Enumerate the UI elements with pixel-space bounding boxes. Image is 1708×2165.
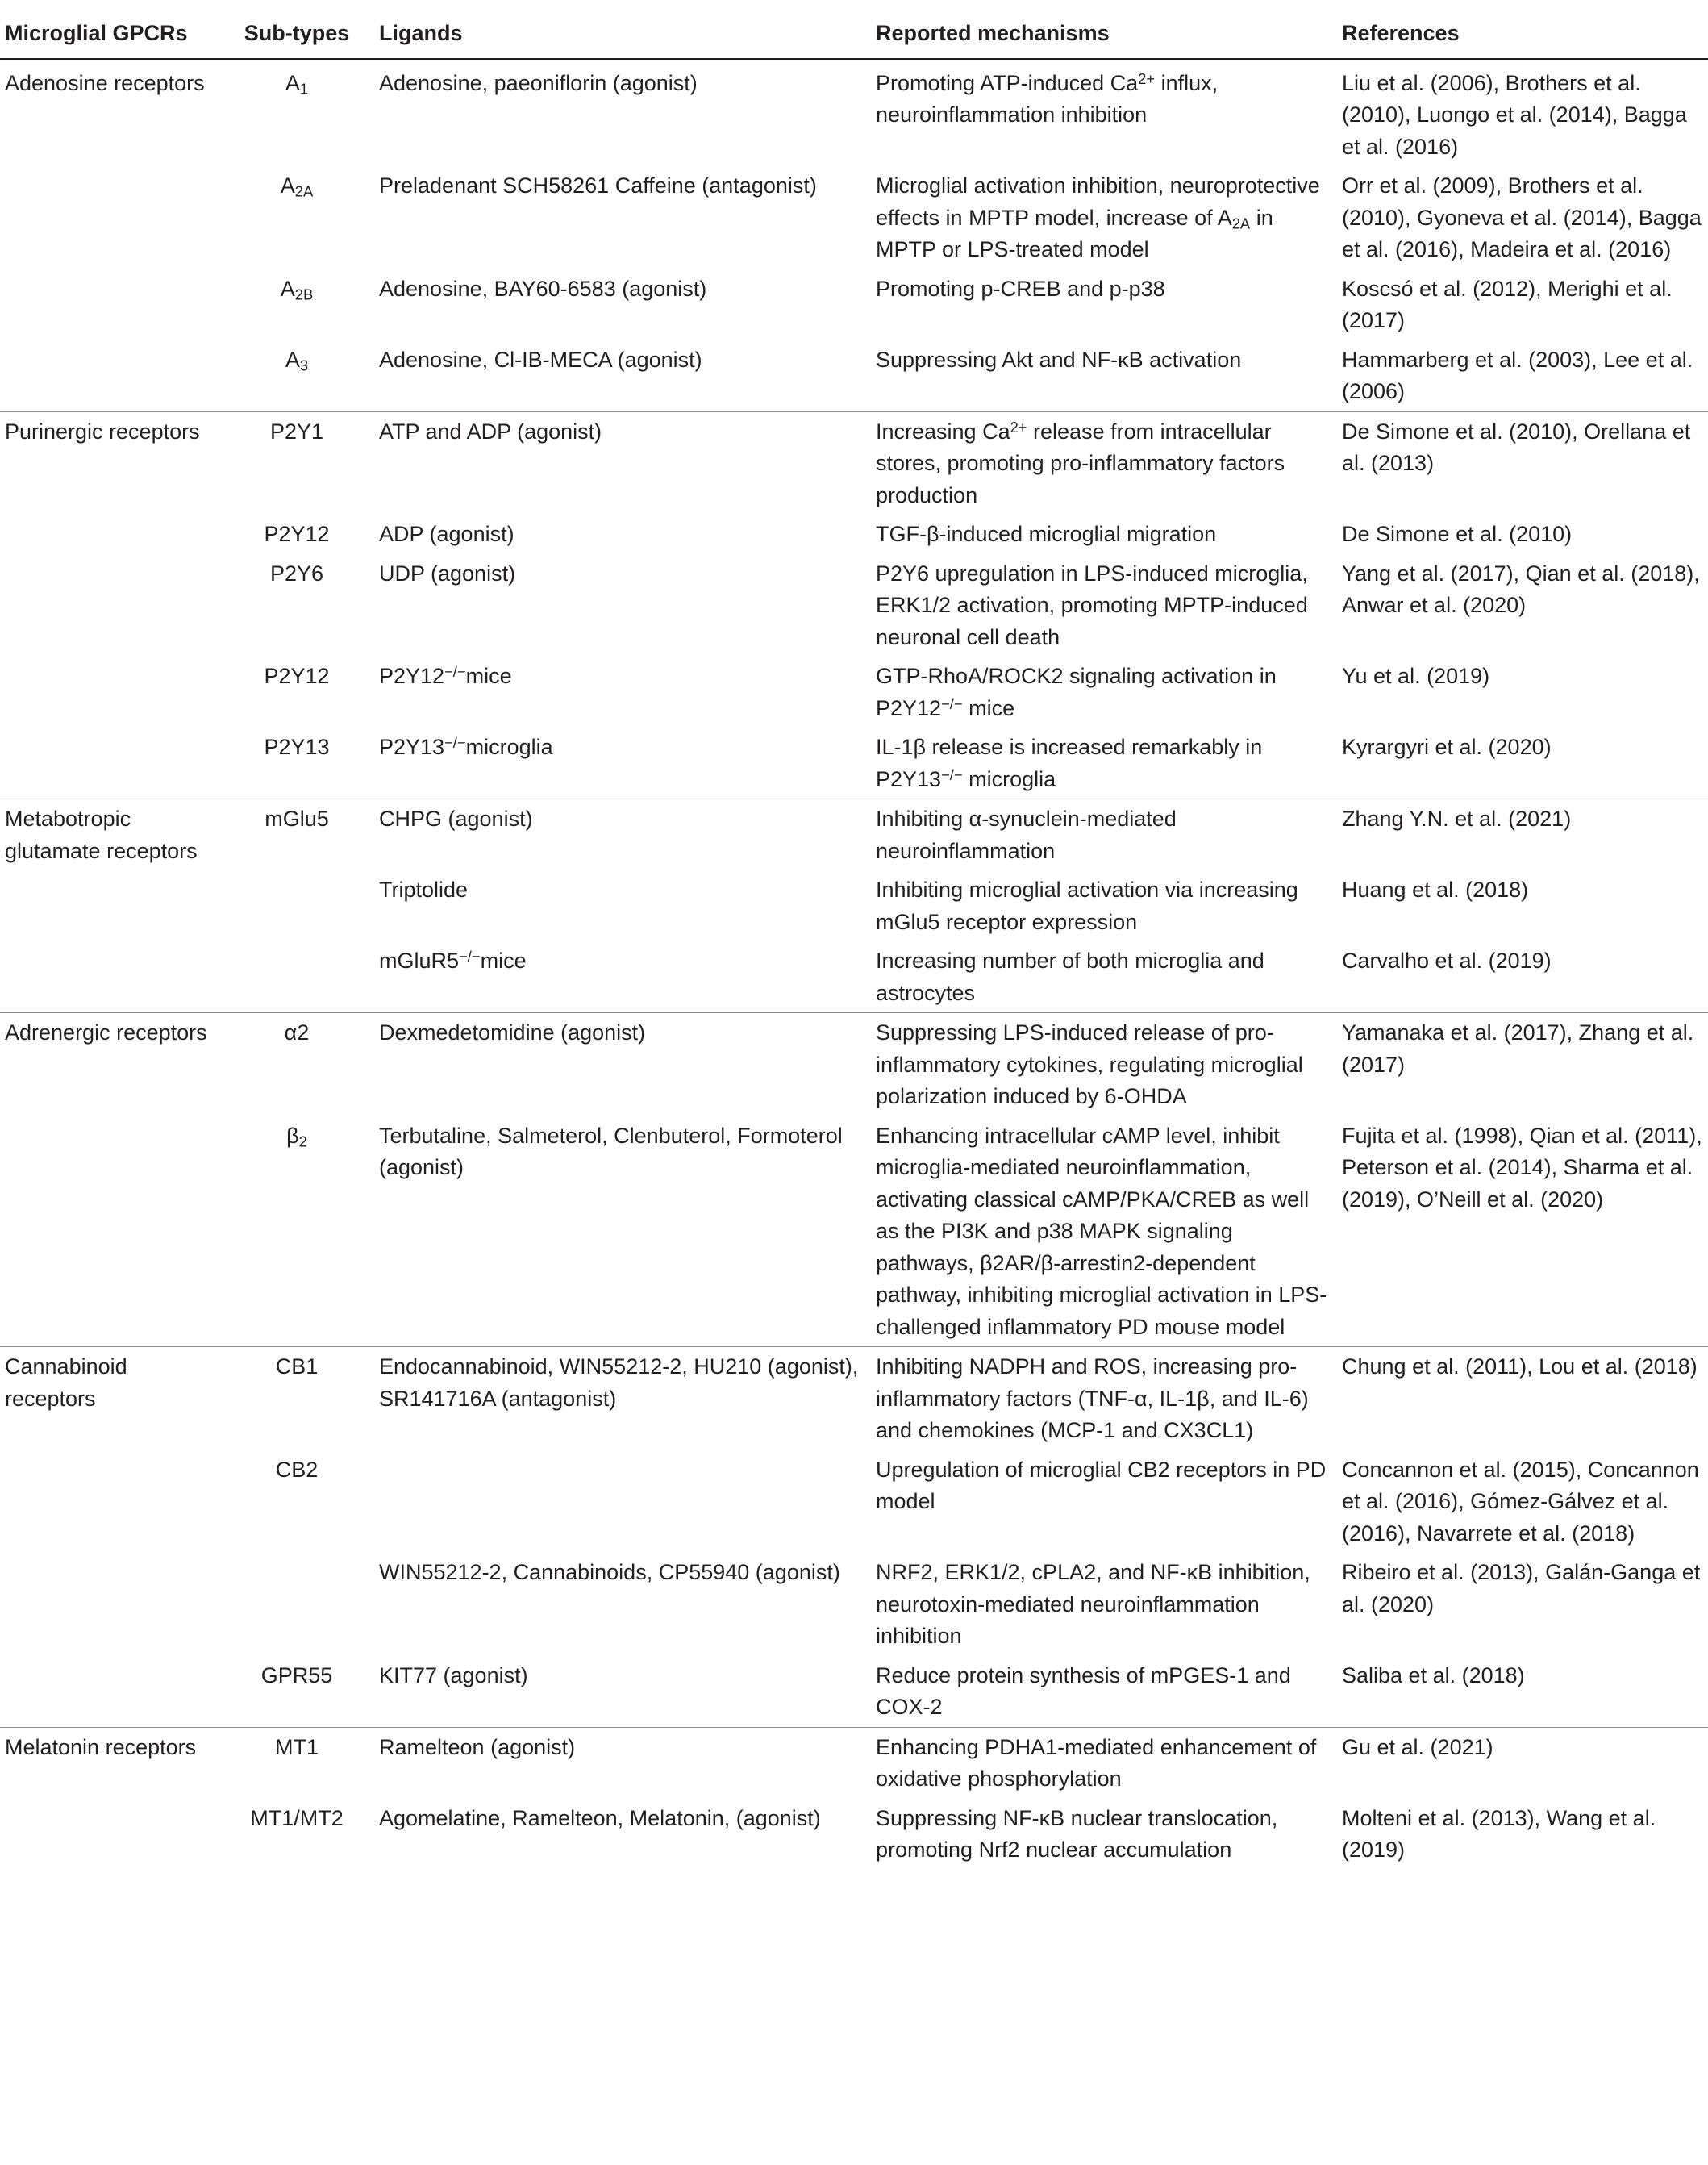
- table-row: [0, 1553, 1708, 1656]
- cell-ligands: ADP (agonist): [379, 522, 514, 546]
- cell-ligands: Endocannabinoid, WIN55212-2, HU210 (agonist), SR141716A (antagonist): [377, 1347, 876, 1450]
- table-row: [0, 269, 1708, 340]
- subscript: 2B: [294, 286, 314, 303]
- cell-receptor: Adenosine receptors: [5, 70, 205, 95]
- cell-ligands: P2Y12−/−mice: [379, 662, 512, 688]
- cell-references: Huang et al. (2018): [1342, 878, 1529, 902]
- cell-references: Koscsó et al. (2012), Merighi et al. (2017): [1342, 276, 1673, 332]
- cell-receptor: [0, 941, 216, 1013]
- cell-ligands: WIN55212-2, Cannabinoids, CP55940 (agonist): [379, 1560, 840, 1584]
- cell-subtype: MT1/MT2: [250, 1805, 344, 1830]
- table-row: [0, 340, 1708, 412]
- cell-references: Liu et al. (2006), Brothers et al. (2010), Luongo et al. (2014), Bagga et al. (2016): [1342, 70, 1687, 159]
- cell-mechanism: Upregulation of microglial CB2 receptors in PD model: [876, 1457, 1327, 1513]
- table-row: [0, 657, 1708, 728]
- cell-receptor: [0, 1553, 216, 1656]
- cell-subtype: A2B: [280, 276, 314, 303]
- cell-subtype: A2A: [280, 173, 314, 200]
- table-header: [0, 0, 1708, 59]
- cell-subtype: P2Y12: [264, 664, 330, 688]
- cell-subtype: β2: [286, 1123, 307, 1150]
- cell-mechanism: Suppressing Akt and NF-κB activation: [876, 347, 1242, 372]
- superscript: −/−: [444, 662, 466, 680]
- cell-ligands: Adenosine, BAY60-6583 (agonist): [379, 276, 707, 301]
- cell-subtype: [216, 941, 377, 1013]
- cell-subtype: [216, 1553, 377, 1656]
- cell-mechanism: TGF-β-induced microglial migration: [876, 522, 1217, 546]
- cell-receptor: [0, 269, 216, 340]
- cell-ligands: P2Y13−/−microglia: [379, 733, 553, 759]
- cell-ligands: KIT77 (agonist): [379, 1662, 528, 1687]
- cell-receptor: [0, 728, 216, 799]
- cell-mechanism: Suppressing NF-κB nuclear translocation, promoting Nrf2 nuclear accumulation: [876, 1805, 1278, 1862]
- table-row: [0, 554, 1708, 657]
- cell-ligands: [377, 1450, 876, 1554]
- cell-references: De Simone et al. (2010), Orellana et al. (2013): [1342, 411, 1708, 515]
- cell-mechanism: IL-1β release is increased remarkably in P2Y13−/− microglia: [876, 735, 1263, 791]
- cell-mechanism: Promoting p-CREB and p-p38: [876, 276, 1165, 301]
- header-references: References: [1342, 0, 1708, 59]
- cell-references: Zhang Y.N. et al. (2021): [1342, 799, 1708, 871]
- header-subtype: Sub-types: [216, 0, 377, 59]
- table-row: [0, 799, 1708, 871]
- cell-mechanism: P2Y6 upregulation in LPS-induced microglia, ERK1/2 activation, promoting MPTP-induced neuronal cell death: [876, 561, 1308, 649]
- cell-references: De Simone et al. (2010): [1342, 522, 1573, 546]
- cell-receptor: Purinergic receptors: [0, 411, 216, 515]
- table-row: [0, 1013, 1708, 1116]
- cell-references: Molteni et al. (2013), Wang et al. (2019): [1342, 1805, 1656, 1862]
- cell-receptor: [0, 515, 216, 554]
- superscript: −/−: [941, 695, 963, 712]
- cell-subtype: α2: [216, 1013, 377, 1116]
- table-row: [0, 1450, 1708, 1554]
- cell-subtype: GPR55: [260, 1662, 333, 1687]
- cell-mechanism: Promoting ATP-induced $Ca^{2+}$ influx, neuroinflammation inhibition: [876, 69, 1219, 127]
- cell-ligands: Ramelteon (agonist): [377, 1727, 876, 1799]
- cell-mechanism: Enhancing PDHA1-mediated enhancement of oxidative phosphorylation: [876, 1727, 1342, 1799]
- cell-receptor: [0, 1799, 216, 1870]
- cell-references: Gu et al. (2021): [1342, 1727, 1708, 1799]
- cell-mechanism: Inhibiting microglial activation via increasing mGlu5 receptor expression: [876, 878, 1298, 934]
- cell-references: Hammarberg et al. (2003), Lee et al. (2006): [1342, 347, 1693, 403]
- cell-references: Orr et al. (2009), Brothers et al. (2010), Gyoneva et al. (2014), Bagga et al. (2016), Madeira et al. (2016): [1342, 173, 1702, 261]
- cell-references: Ribeiro et al. (2013), Galán-Ganga et al. (2020): [1342, 1560, 1701, 1616]
- table-row: [0, 1799, 1708, 1870]
- cell-receptor: Metabotropic glutamate receptors: [0, 799, 216, 871]
- cell-references: Yang et al. (2017), Qian et al. (2018), Anwar et al. (2020): [1342, 561, 1700, 617]
- cell-mechanism: Increasing $Ca^{2+}$ release from intracellular stores, promoting pro-inflammatory factors production: [876, 411, 1342, 515]
- cell-subtype: P2Y13: [264, 735, 330, 759]
- header-ligands: Ligands: [377, 0, 876, 59]
- cell-ligands: Triptolide: [379, 878, 469, 902]
- cell-receptor: [0, 1116, 216, 1347]
- cell-mechanism: Increasing number of both microglia and astrocytes: [876, 949, 1264, 1005]
- cell-references: Carvalho et al. (2019): [1342, 949, 1552, 973]
- table-row: [0, 1347, 1708, 1450]
- cell-subtype: mGlu5: [216, 799, 377, 871]
- cell-ligands: Agomelatine, Ramelteon, Melatonin, (agonist): [379, 1805, 821, 1830]
- table-row: [0, 1656, 1708, 1728]
- cell-receptor: [0, 340, 216, 412]
- subscript: 1: [299, 80, 309, 98]
- header-row: [0, 0, 1708, 59]
- cell-subtype: A3: [285, 347, 309, 374]
- table-row: [0, 870, 1708, 941]
- cell-subtype: [216, 870, 377, 941]
- cell-mechanism: Suppressing LPS-induced release of pro-inflammatory cytokines, regulating microglial polarization induced by 6-OHDA: [876, 1013, 1342, 1116]
- cell-references: Saliba et al. (2018): [1342, 1662, 1525, 1687]
- cell-subtype: P2Y1: [216, 411, 377, 515]
- table-row: [0, 1116, 1708, 1347]
- cell-ligands: CHPG (agonist): [377, 799, 876, 871]
- cell-receptor: [0, 554, 216, 657]
- cell-receptor: Melatonin receptors: [0, 1727, 216, 1799]
- cell-receptor: [0, 1656, 216, 1728]
- subscript: 2: [298, 1133, 307, 1150]
- cell-receptor: [0, 166, 216, 269]
- superscript: 2+: [1010, 418, 1027, 436]
- header-mechanisms: Reported mechanisms: [876, 0, 1342, 59]
- table-row: [0, 1727, 1708, 1799]
- cell-ligands: Preladenant SCH58261 Caffeine (antagonist): [379, 173, 817, 198]
- cell-subtype: CB2: [275, 1457, 319, 1482]
- cell-references: Yu et al. (2019): [1342, 664, 1490, 688]
- cell-references: Kyrargyri et al. (2020): [1342, 735, 1552, 759]
- cell-mechanism: Reduce protein synthesis of mPGES-1 and COX-2: [876, 1662, 1291, 1719]
- cell-receptor: [0, 1450, 216, 1554]
- header-receptor: Microglial GPCRs: [0, 0, 216, 59]
- cell-subtype: P2Y6: [269, 561, 324, 586]
- cell-ligands: Terbutaline, Salmeterol, Clenbuterol, Formoterol (agonist): [379, 1123, 843, 1179]
- superscript: −/−: [459, 947, 481, 965]
- cell-receptor: [0, 870, 216, 941]
- cell-receptor: Cannabinoid receptors: [0, 1347, 216, 1450]
- superscript: 2+: [1138, 69, 1156, 87]
- cell-mechanism: Inhibiting α-synuclein-mediated neuroinflammation: [876, 799, 1342, 871]
- cell-ligands: Adenosine, Cl-IB-MECA (agonist): [379, 347, 702, 372]
- cell-ligands: ATP and ADP (agonist): [377, 411, 876, 515]
- cell-subtype: A1: [285, 70, 309, 98]
- cell-receptor: [0, 657, 216, 728]
- cell-subtype: P2Y12: [264, 522, 330, 546]
- cell-mechanism: Microglial activation inhibition, neuroprotective effects in MPTP model, increase of A2A in MPTP or LPS-treated model: [876, 173, 1320, 261]
- cell-ligands: Dexmedetomidine (agonist): [377, 1013, 876, 1116]
- cell-mechanism: GTP-RhoA/ROCK2 signaling activation in P2Y12−/− mice: [876, 664, 1277, 720]
- cell-receptor: Adrenergic receptors: [0, 1013, 216, 1116]
- cell-ligands: Adenosine, paeoniflorin (agonist): [379, 70, 698, 95]
- cell-subtype: CB1: [216, 1347, 377, 1450]
- cell-references: Yamanaka et al. (2017), Zhang et al. (2017): [1342, 1013, 1708, 1116]
- subscript: 2A: [1231, 215, 1251, 232]
- cell-references: Chung et al. (2011), Lou et al. (2018): [1342, 1347, 1708, 1450]
- table-row: [0, 515, 1708, 554]
- cell-references: Concannon et al. (2015), Concannon et al. (2016), Gómez-Gálvez et al. (2016), Navarrete et al. (2018): [1342, 1457, 1699, 1546]
- table-row: [0, 941, 1708, 1013]
- table-row: [0, 166, 1708, 269]
- table-row: [0, 728, 1708, 799]
- cell-references: Fujita et al. (1998), Qian et al. (2011), Peterson et al. (2014), Sharma et al. (2019), O’Neill et al. (2020): [1342, 1123, 1702, 1212]
- subscript: 3: [299, 357, 309, 374]
- table-row: [0, 59, 1708, 167]
- subscript: 2A: [294, 182, 314, 200]
- cell-ligands: mGluR5−/−mice: [379, 947, 527, 973]
- cell-mechanism: NRF2, ERK1/2, cPLA2, and NF-κB inhibition, neurotoxin-mediated neuroinflammation inhibition: [876, 1560, 1310, 1648]
- cell-ligands: UDP (agonist): [379, 561, 516, 586]
- superscript: −/−: [444, 733, 466, 751]
- cell-mechanism: Enhancing intracellular cAMP level, inhibit microglia-mediated neuroinflammation, activating classical cAMP/PKA/CREB as well as the PI3K and p38 MAPK signaling pathways, β2AR/β-arrestin2-dependent pathway, inhibiting microglial activation in LPS-challenged inflammatory PD mouse model: [876, 1123, 1327, 1339]
- superscript: −/−: [941, 765, 963, 783]
- table-row: [0, 411, 1708, 515]
- cell-mechanism: Inhibiting NADPH and ROS, increasing pro-inflammatory factors (TNF-α, IL-1β, and IL-6) and chemokines (MCP-1 and CX3CL1): [876, 1347, 1342, 1450]
- cell-subtype: MT1: [216, 1727, 377, 1799]
- table-body: [0, 59, 1708, 1870]
